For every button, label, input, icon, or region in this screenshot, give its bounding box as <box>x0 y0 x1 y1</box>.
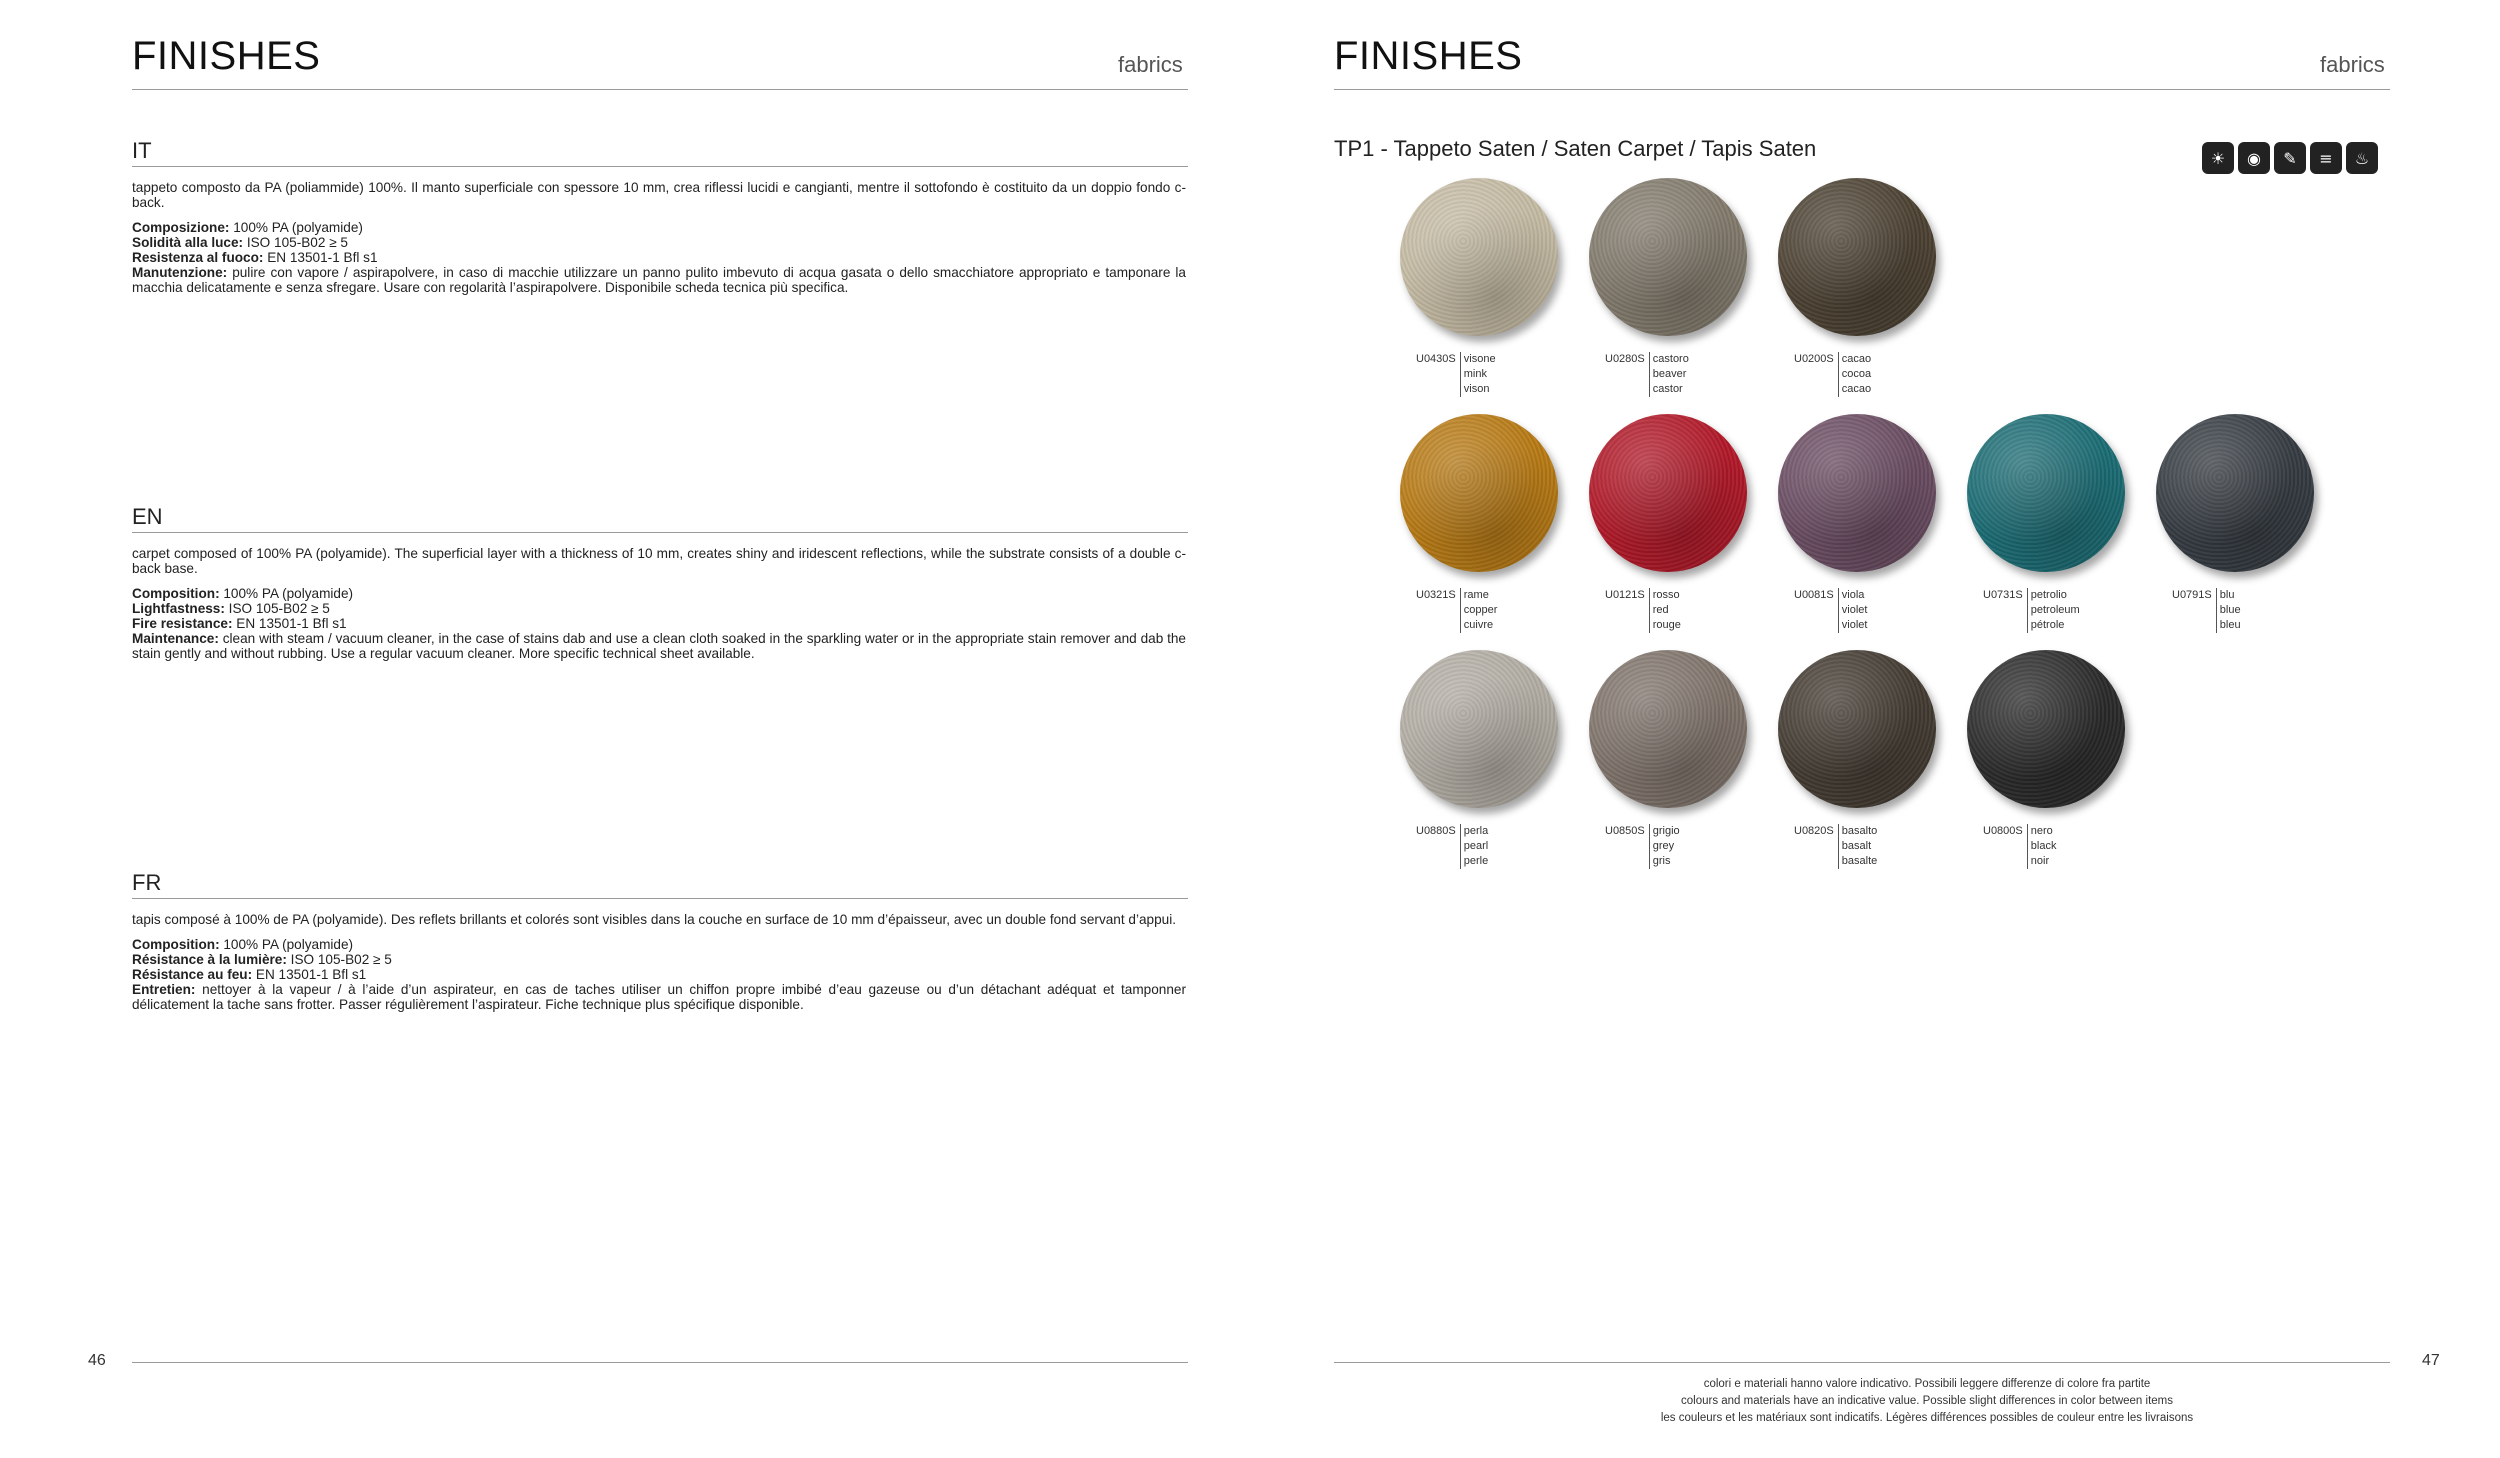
page-subtitle: fabrics <box>1118 52 1183 77</box>
footer-divider <box>132 1362 1188 1363</box>
swatch-sample <box>2156 414 2314 572</box>
swatch-name-it: visone <box>1463 353 1496 365</box>
swatch-sample <box>1589 414 1747 572</box>
spec-composition-fr: Composition: 100% PA (polyamide) <box>132 937 354 952</box>
swatch-name-en: mink <box>1463 368 1487 380</box>
cleaning-icon: ✎ <box>2274 142 2306 174</box>
swatch-name-en: petroleum <box>2030 604 2080 616</box>
swatch-name-fr: cacao <box>1841 383 1872 395</box>
page-title: FINISHES <box>132 34 321 78</box>
section-divider-it <box>132 166 1188 167</box>
section-divider-en <box>132 532 1188 533</box>
swatch-name-it: perla <box>1463 825 1489 837</box>
swatch-name-it: blu <box>2219 589 2235 601</box>
swatch-code: U0430S <box>1416 353 1456 365</box>
swatch-name-en: red <box>1652 604 1669 616</box>
section-body-it <box>132 180 1186 295</box>
disclaimer-fr: les couleurs et les matériaux sont indicatifs. Légères différences possibles de couleur entre les livraisons <box>1660 1412 2194 1424</box>
swatch-code: U0791S <box>2172 589 2212 601</box>
header-divider <box>132 89 1188 90</box>
swatch-name-en: violet <box>1841 604 1868 616</box>
swatch-name-fr: violet <box>1841 619 1868 631</box>
swatch-names <box>2027 824 2057 869</box>
swatch-label <box>1983 588 2080 633</box>
swatch-name-fr: rouge <box>1652 619 1681 631</box>
spec-lightfastness-fr: Résistance à la lumière: ISO 105-B02 ≥ 5 <box>132 952 392 967</box>
swatch-name-it: basalto <box>1841 825 1878 837</box>
swatch-sample <box>1778 178 1936 336</box>
spec-lightfastness-en: Lightfastness: ISO 105-B02 ≥ 5 <box>132 601 330 616</box>
swatch-name-it: grigio <box>1652 825 1680 837</box>
swatch-name-fr: perle <box>1463 855 1489 867</box>
swatch-sample <box>1400 414 1558 572</box>
spec-lightfastness-it: Solidità alla luce: ISO 105-B02 ≥ 5 <box>132 235 348 250</box>
swatch-code: U0200S <box>1794 353 1834 365</box>
swatch-names <box>1460 824 1488 869</box>
spec-composition-it: Composizione: 100% PA (polyamide) <box>132 220 363 235</box>
swatch-names <box>1649 824 1680 869</box>
swatch-sample <box>1778 414 1936 572</box>
abrasion-icon: ◉ <box>2238 142 2270 174</box>
swatch-name-it: nero <box>2030 825 2053 837</box>
swatch-names <box>1649 588 1681 633</box>
disclaimer-en: colours and materials have an indicative value. Possible slight differences in color between items <box>1681 1395 2173 1407</box>
swatch-name-en: beaver <box>1652 368 1687 380</box>
section-heading-en: EN <box>132 504 163 529</box>
description-fr: tapis composé à 100% de PA (polyamide). Des reflets brillants et colorés sont visibles dans la couche en surface de 10 mm d’épaisseur, avec un double fond servant d’appui. <box>132 912 1177 927</box>
page-number: 46 <box>88 1352 106 1369</box>
page-title: FINISHES <box>1334 34 1523 78</box>
swatch-names <box>1649 352 1689 397</box>
swatch-name-en: grey <box>1652 840 1675 852</box>
swatch-name-en: copper <box>1463 604 1498 616</box>
swatch-code: U0321S <box>1416 589 1456 601</box>
spec-maintenance-en: Maintenance: clean with steam / vacuum cleaner, in the case of stains dab and use a clean cloth soaked in the sparkling water or in the appropriate stain remover and dab the stain gently and without rubbing. Use a regular vacuum cleaner. More specific technical sheet available. <box>132 631 1186 661</box>
spec-maintenance-it: Manutenzione: pulire con vapore / aspirapolvere, in caso di macchie utilizzare un panno pulito imbevuto di acqua gasata o dello smacchiatore appropriato e tamponare la macchia delicatamente e senza sfregare. Usare con regolarità l’aspirapolvere. Disponibile scheda tecnica più specifica. <box>132 265 1186 295</box>
sunlight-icon: ☀ <box>2202 142 2234 174</box>
product-title: TP1 - Tappeto Saten / Saten Carpet / Tapis Saten <box>1334 136 1817 161</box>
swatch-code: U0731S <box>1983 589 2023 601</box>
swatch-name-en: pearl <box>1463 840 1489 852</box>
swatch-name-it: petrolio <box>2030 589 2067 601</box>
swatch-code: U0820S <box>1794 825 1834 837</box>
swatch-name-fr: cuivre <box>1463 619 1494 631</box>
swatch-names <box>2216 588 2241 633</box>
swatch-name-fr: noir <box>2030 855 2050 867</box>
swatch-names <box>1460 352 1496 397</box>
swatch-label <box>1416 352 1496 397</box>
swatch-names <box>1838 824 1877 869</box>
swatch-name-fr: vison <box>1463 383 1490 395</box>
fire-icon: ♨ <box>2346 142 2378 174</box>
swatch-label <box>1605 824 1680 869</box>
swatch-name-en: black <box>2030 840 2057 852</box>
swatch-label <box>1983 824 2056 869</box>
swatch-label <box>1605 588 1681 633</box>
swatch-names <box>1460 588 1498 633</box>
spec-fire-en: Fire resistance: EN 13501-1 Bfl s1 <box>132 616 347 631</box>
swatch-sample <box>1400 650 1558 808</box>
swatch-label <box>1794 352 1871 397</box>
spec-fire-fr: Résistance au feu: EN 13501-1 Bfl s1 <box>132 967 367 982</box>
right-page <box>1250 0 2500 1458</box>
section-heading-it: IT <box>132 138 152 163</box>
swatch-sample <box>1589 650 1747 808</box>
swatch-label <box>1794 588 1867 633</box>
swatch-names <box>1838 588 1868 633</box>
swatch-names <box>2027 588 2080 633</box>
header-divider <box>1334 89 2390 90</box>
swatch-sample <box>1967 414 2125 572</box>
swatch-code: U0800S <box>1983 825 2023 837</box>
swatch-code: U0121S <box>1605 589 1645 601</box>
swatch-sample <box>1967 650 2125 808</box>
swatch-label <box>1416 824 1488 869</box>
footer-disclaimer <box>1250 1376 2500 1427</box>
description-en: carpet composed of 100% PA (polyamide). The superficial layer with a thickness of 10 mm, creates shiny and iridescent reflections, while the substrate consists of a double c-back base. <box>132 546 1186 576</box>
swatch-code: U0880S <box>1416 825 1456 837</box>
swatch-code: U0280S <box>1605 353 1645 365</box>
swatch-label <box>1794 824 1877 869</box>
swatch-name-it: viola <box>1841 589 1865 601</box>
swatch-label <box>1416 588 1497 633</box>
swatch-code: U0850S <box>1605 825 1645 837</box>
swatch-label <box>2172 588 2241 633</box>
section-body-en <box>132 546 1186 661</box>
swatch-label <box>1605 352 1689 397</box>
disclaimer-it: colori e materiali hanno valore indicativo. Possibili leggere differenze di colore fra partite <box>1703 1378 2151 1390</box>
swatch-code: U0081S <box>1794 589 1834 601</box>
page-subtitle: fabrics <box>2320 52 2385 77</box>
swatch-sample <box>1778 650 1936 808</box>
section-divider-fr <box>132 898 1188 899</box>
swatch-name-it: rame <box>1463 589 1489 601</box>
swatch-name-en: blue <box>2219 604 2241 616</box>
spec-fire-it: Resistenza al fuoco: EN 13501-1 Bfl s1 <box>132 250 378 265</box>
footer-divider <box>1334 1362 2390 1363</box>
section-body-fr <box>132 912 1186 1012</box>
swatch-sample <box>1589 178 1747 336</box>
swatch-name-en: basalt <box>1841 840 1872 852</box>
swatch-name-en: cocoa <box>1841 368 1872 380</box>
section-heading-fr: FR <box>132 870 162 895</box>
swatch-name-it: castoro <box>1652 353 1689 365</box>
textile-icon: ≡ <box>2310 142 2342 174</box>
swatch-name-fr: bleu <box>2219 619 2241 631</box>
swatch-name-fr: basalte <box>1841 855 1878 867</box>
spec-composition-en: Composition: 100% PA (polyamide) <box>132 586 354 601</box>
swatch-name-fr: gris <box>1652 855 1671 867</box>
swatch-name-it: cacao <box>1841 353 1872 365</box>
swatch-names <box>1838 352 1871 397</box>
swatch-sample <box>1400 178 1558 336</box>
swatch-name-it: rosso <box>1652 589 1680 601</box>
spec-maintenance-fr: Entretien: nettoyer à la vapeur / à l’aide d’un aspirateur, en cas de taches utiliser un chiffon propre imbibé d’eau gazeuse ou d’un détachant adéquat et tamponner délicatement la tache sans frotter. Passer régulièrement l’aspirateur. Fiche technique plus spécifique disponible. <box>132 982 1186 1012</box>
swatch-name-fr: pétrole <box>2030 619 2065 631</box>
page-number: 47 <box>2422 1352 2440 1369</box>
care-badges <box>2202 142 2378 174</box>
swatch-name-fr: castor <box>1652 383 1683 395</box>
description-it: tappeto composto da PA (poliammide) 100%. Il manto superficiale con spessore 10 mm, crea riflessi lucidi e cangianti, mentre il sottofondo è costituito da un doppio fondo c-back. <box>132 180 1186 210</box>
